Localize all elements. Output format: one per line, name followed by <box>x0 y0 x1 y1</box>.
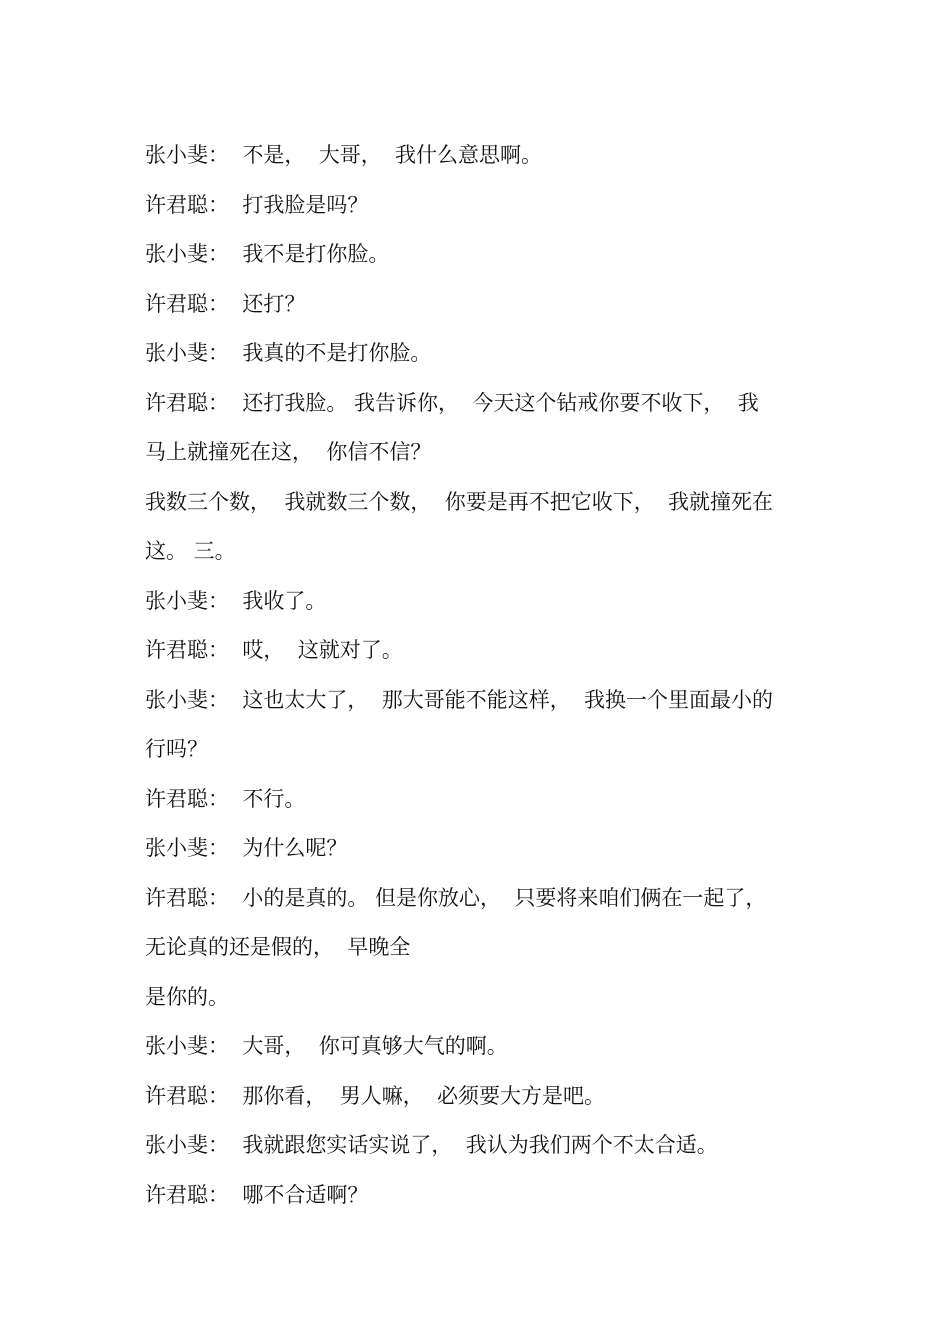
text-line: 张小斐： 我收了。 <box>145 588 327 613</box>
text-line: 张小斐： 我真的不是打你脸。 <box>145 341 432 365</box>
text-line: 张小斐： 大哥， 你可真够大气的啊。 <box>145 1034 508 1058</box>
text-line: 无论真的还是假的， 早晚全 <box>145 935 411 959</box>
text-line: 行吗？ <box>145 737 208 761</box>
text-line: 我数三个数， 我就数三个数， 你要是再不把它收下， 我就撞死在 <box>145 489 774 514</box>
dialogue-text <box>145 131 810 1220</box>
text-line: 许君聪： 还打？ <box>145 291 306 316</box>
text-line: 马上就撞死在这， 你信不信？ <box>145 440 432 464</box>
text-line: 许君聪： 小的是真的。 但是你放心， 只要将来咱们俩在一起了， <box>145 885 767 910</box>
text-line: 许君聪： 还打我脸。 我告诉你， 今天这个钻戒你要不收下， 我 <box>145 390 759 415</box>
text-line: 许君聪： 不行。 <box>145 786 306 811</box>
text-line: 是你的。 <box>145 984 229 1009</box>
text-line: 张小斐： 不是， 大哥， 我什么意思啊。 <box>145 143 543 167</box>
text-line: 许君聪： 哎， 这就对了。 <box>145 638 403 662</box>
text-line: 许君聪： 那你看， 男人嘛， 必须要大方是吧。 <box>145 1083 606 1108</box>
text-line: 许君聪： 打我脸是吗？ <box>145 192 369 217</box>
text-line: 张小斐： 这也太大了， 那大哥能不能这样， 我换一个里面最小的 <box>145 687 774 712</box>
text-line: 张小斐： 我不是打你脸。 <box>145 242 390 266</box>
text-line: 张小斐： 为什么呢？ <box>145 836 348 860</box>
text-line: 这。 三。 <box>145 539 236 563</box>
text-line: 许君聪： 哪不合适啊？ <box>145 1182 369 1207</box>
text-line: 张小斐： 我就跟您实话实说了， 我认为我们两个不太合适。 <box>145 1133 718 1157</box>
